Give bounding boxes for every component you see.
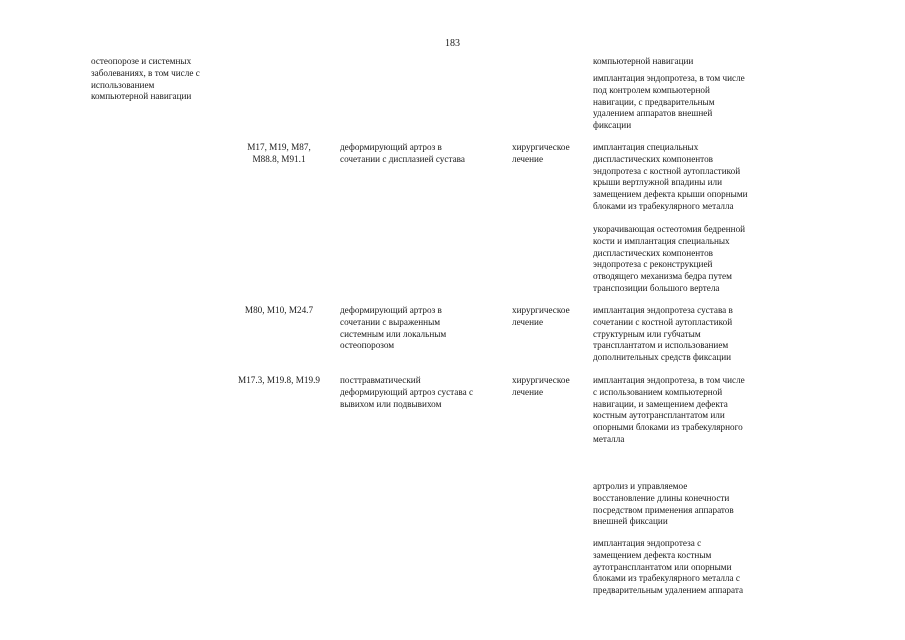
row-3-icd-codes: M17.3, M19.8, M19.9 bbox=[238, 375, 320, 385]
continued-procedure-2: имплантация эндопротеза, в том числе под контролем компьютерной навигации, с предварительным удалением аппаратов внешней фиксации bbox=[593, 73, 745, 131]
row-3-procedure-3: имплантация эндопротеза с замещением дефекта костным аутотрансплантатом или опорными блоками из трабекулярного металла с предварительным удалением аппарата bbox=[593, 538, 744, 596]
row-1-icd-codes: M17, M19, M87, M88.8, M91.1 bbox=[247, 142, 311, 164]
row-3-diagnosis: посттравматический деформирующий артроз сустава с вывихом или подвывихом bbox=[340, 375, 474, 409]
row-1-diagnosis: деформирующий артроз в сочетании с дисплазией сустава bbox=[340, 142, 465, 164]
row-1-procedure-1: имплантация специальных диспластических компонентов эндопротеза с костной аутопластикой крыши вертлужной впадины или замещением дефекта крыши опорными блоками из трабекулярного металла bbox=[593, 142, 748, 211]
continued-condition-text: остеопорозе и системных заболеваниях, в том числе с использованием компьютерной навигации bbox=[91, 56, 200, 102]
page-number: 183 bbox=[445, 38, 460, 49]
row-3-treatment-type: хирургическое лечение bbox=[512, 375, 570, 397]
row-3-procedure-2: артролиз и управляемое восстановление длины конечности посредством применения аппаратов внешней фиксации bbox=[593, 481, 734, 527]
row-3-procedure-1: имплантация эндопротеза, в том числе с использованием компьютерной навигации, и замещением дефекта костным аутотрансплантатом или опорными блоками из трабекулярного металла bbox=[593, 375, 745, 444]
row-1-treatment-type: хирургическое лечение bbox=[512, 142, 570, 164]
row-2-procedure-1: имплантация эндопротеза сустава в сочетании с костной аутопластикой структурным или губчатым трансплантатом и использованием дополнительных средств фиксации bbox=[593, 305, 733, 363]
row-2-diagnosis: деформирующий артроз в сочетании с выраженным системным или локальным остеопорозом bbox=[340, 305, 447, 351]
row-2-icd-codes: M80, M10, M24.7 bbox=[244, 305, 314, 315]
continued-procedure-1: компьютерной навигации bbox=[593, 56, 694, 66]
row-1-procedure-2: укорачивающая остеотомия бедренной кости и имплантация специальных диспластических компонентов эндопротеза с реконструкцией отводящего механизма бедра путем транспозиции большого вертела bbox=[593, 224, 746, 293]
row-2-treatment-type: хирургическое лечение bbox=[512, 305, 570, 327]
